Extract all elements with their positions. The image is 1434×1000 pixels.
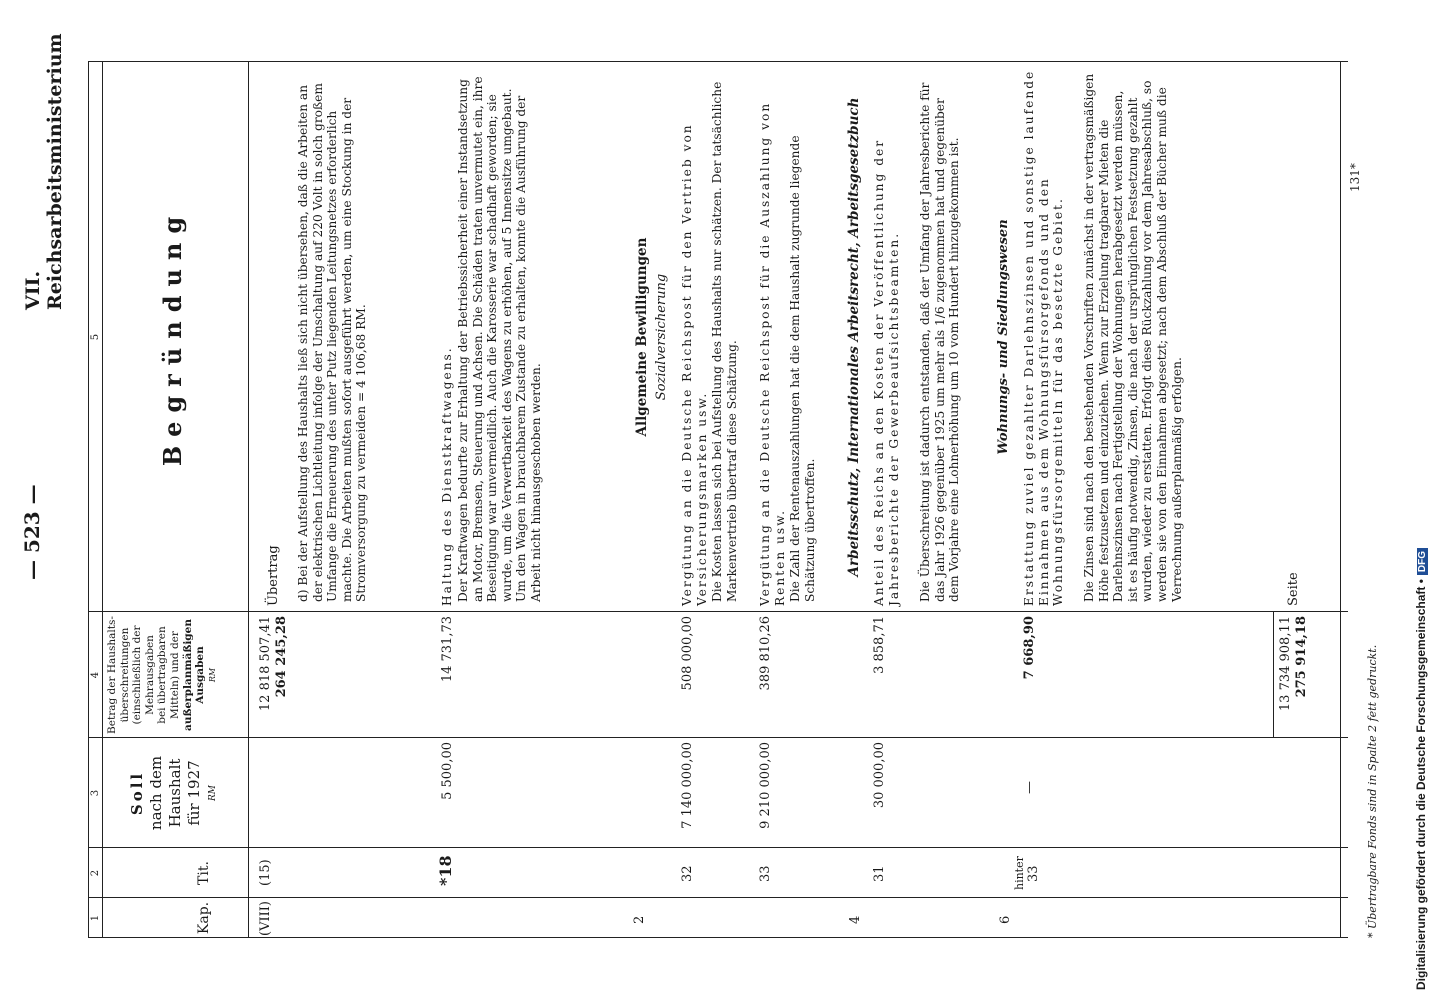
col-kap: Kap. (196, 901, 212, 935)
r3-text: Die Kosten lassen sich bei Aufstellung des Haushalts nur schätzen. Der tatsächliche Markenvertrieb übertraf diese Schätzung. (710, 81, 739, 602)
total-betrag1: 13 734 908,11 (1278, 616, 1293, 712)
page-code: 131* (1348, 163, 1362, 192)
r1-betrag2: 264 245,28 (274, 616, 289, 698)
r3-soll: 7 140 000,00 (680, 742, 695, 829)
r5-heading: Anteil des Reichs an den Kosten der Veröffentlichung der Jahresberichte der Gewerbeaufsichtsbeamten. (872, 138, 901, 606)
dfg-logo: DFG (1417, 548, 1428, 575)
r5-soll: 30 000,00 (872, 742, 887, 809)
colnum-4: 4 (90, 671, 101, 679)
r4-text: Die Zahl der Rentenauszahlungen hat die dem Haushalt zugrunde liegende Schätzung übertroffen. (788, 135, 817, 602)
r3-tit: 32 (680, 865, 695, 882)
r6-text: Die Zinsen sind nach den bestehenden Vorschriften zunächst in der vertragsmäßigen Höhe festzusetzen und einzuziehen. Wenn zur Erzielung tragbarer Mieten die Darlehnszinsen nach Fertigstellung der Wohnungen herabgesetzt werden müssen, ist es häufig notwendig, Zinsen, die nach der ursprünglichen Festsetzung gezahlt wurden, wieder zu erstatten. Erfolgt diese Rückzahlung vor dem Jahresabschluß, so werden sie von den Einnahmen abgesetzt; nach dem Abschluß der Bücher muß die Verrechnung außerplanmäßig erfolgen. (1082, 73, 1184, 602)
col-tit: Tit. (196, 861, 212, 885)
r4-betrag: 389 810,26 (758, 616, 773, 691)
r4-heading: Vergütung an die Deutsche Reichspost für die Auszahlung von Renten usw. (758, 101, 787, 606)
r6-betrag: 7 668,90 (1022, 616, 1037, 680)
footnote: * Übertragbare Fonds sind in Spalte 2 fett gedruckt. (1366, 644, 1379, 938)
budget-table (88, 62, 1348, 938)
r5-tit: 31 (872, 865, 887, 882)
r5-text: Die Überschreitung ist dadurch entstanden, daß der Umfang der Jahresberichte für das Jahr 1926 gegenüber 1925 um mehr als 1/6 zugenommen hat und gegenüber dem Vorjahre eine Lohnerhöhung um 10 vom Hundert hinzugekommen ist. (918, 82, 962, 602)
r3-betrag: 508 000,00 (680, 616, 695, 691)
col-betrag-line8: Ausgaben (194, 646, 207, 704)
r2-tit: *18 (436, 855, 455, 886)
s2-kap: 4 (848, 915, 863, 924)
r6-tit-hinter: hinter (1013, 856, 1026, 890)
r2-heading: Haltung des Dienstkraftwagens. (440, 346, 454, 606)
col-betrag (106, 612, 219, 738)
col-betrag-line1: Betrag der Haushalts- (106, 616, 118, 734)
s3-kap: 6 (998, 915, 1013, 924)
s1-kap: 2 (632, 915, 647, 924)
ministry-title: VII. Reichsarbeitsministerium (22, 33, 66, 310)
colnum-3: 3 (90, 789, 101, 797)
s1-sub: Sozialversicherung (654, 273, 669, 401)
col-betrag-unit: RM (207, 667, 217, 683)
page-number: — 523 — (20, 484, 44, 580)
r1-uebertrag: Übertrag (266, 545, 281, 606)
total-betrag2: 275 914,18 (1294, 616, 1309, 698)
r2-soll: 5 500,00 (440, 742, 455, 800)
r4-tit: 33 (758, 865, 773, 882)
col-betrag-line4: Mehrausgaben (143, 635, 156, 715)
col-betrag-line7: außerplanmäßigen (181, 619, 194, 731)
col-soll-line1: Soll (128, 770, 146, 816)
total-seite: Seite (1286, 572, 1301, 606)
r2-text: Der Kraftwagen bedurfte zur Erhaltung der Betriebssicherheit einer Instandsetzung an Motor, Bremsen, Steuerung und Achsen. Die Schäden traten unvermutet ein, ihre Beseitigung war unvermeidlich. Auch die Karosserie war schadhaft geworden; sie wurde, um die Verwertbarkeit des Wagens zu erhöhen, auf 5 Innensitze umgebaut. Um den Wagen in brauchbarem Zustande zu erhalten, konnte die Ausführung der Arbeit nicht hinausgeschoben werden. (456, 76, 543, 602)
dfg-note-text: Digitalisierung gefördert durch die Deutsche Forschungsgemeinschaft • (1414, 579, 1428, 990)
s1-title: Allgemeine Bewilligungen (634, 237, 650, 437)
col-betrag-line3: (einschließlich der (131, 625, 144, 725)
col-soll-line3: Haushalt (166, 758, 184, 828)
s2-title: Arbeitsschutz, Internationales Arbeitsrecht, Arbeitsgesetzbuch (846, 97, 862, 577)
col-betrag-line5: bei übertragbaren (156, 626, 169, 724)
r6-tit: 33 (1026, 865, 1041, 882)
r3-heading: Vergütung an die Deutsche Reichspost für den Vertrieb von Versicherungsmarken usw. (680, 123, 709, 606)
colnum-1: 1 (90, 914, 101, 922)
colnum-2: 2 (90, 869, 101, 877)
col-soll-line2: nach dem (147, 755, 165, 831)
r2-betrag: 14 731,73 (440, 616, 455, 683)
s3-title: Wohnungs- und Siedlungswesen (996, 219, 1011, 455)
r1-kap: (VIII) (258, 901, 273, 936)
colnum-5: 5 (90, 333, 101, 341)
r6-soll: — (1022, 781, 1037, 794)
col-begruendung: Begründung (158, 207, 187, 467)
col-soll-line4: für 1927 (185, 760, 203, 826)
col-soll-unit: RM (208, 785, 218, 801)
r1-betrag1: 12 818 507,41 (258, 616, 273, 712)
r6-heading: Erstattung zuviel gezahlter Darlehnszinsen und sonstige laufende Einnahmen aus dem Wohnungsfürsorgefonds und den Wohnungsfürsorgemitteln für das besetzte Gebiet. (1022, 69, 1066, 606)
col-soll (128, 738, 223, 848)
col-betrag-line6: Mitteln) und der (168, 631, 181, 719)
r5-betrag: 3 858,71 (872, 616, 887, 674)
col-betrag-line2: überschreitungen (118, 627, 131, 723)
r1-tit: (15) (258, 859, 273, 886)
r4-soll: 9 210 000,00 (758, 742, 773, 829)
r1-text: d) Bei der Aufstellung des Haushalts ließ sich nicht übersehen, daß die Arbeiten an der elektrischen Lichtleitung infolge der Umschaltung auf 220 Volt in solch großem Umfange die Erneuerung des unter Putz liegenden Leitungsnetzes erforderlich machte. Die Arbeiten mußten sofort ausgeführt werden, um eine Stockung in der Stromversorgung zu vermeiden = 4 106,68 RM. (296, 83, 369, 602)
